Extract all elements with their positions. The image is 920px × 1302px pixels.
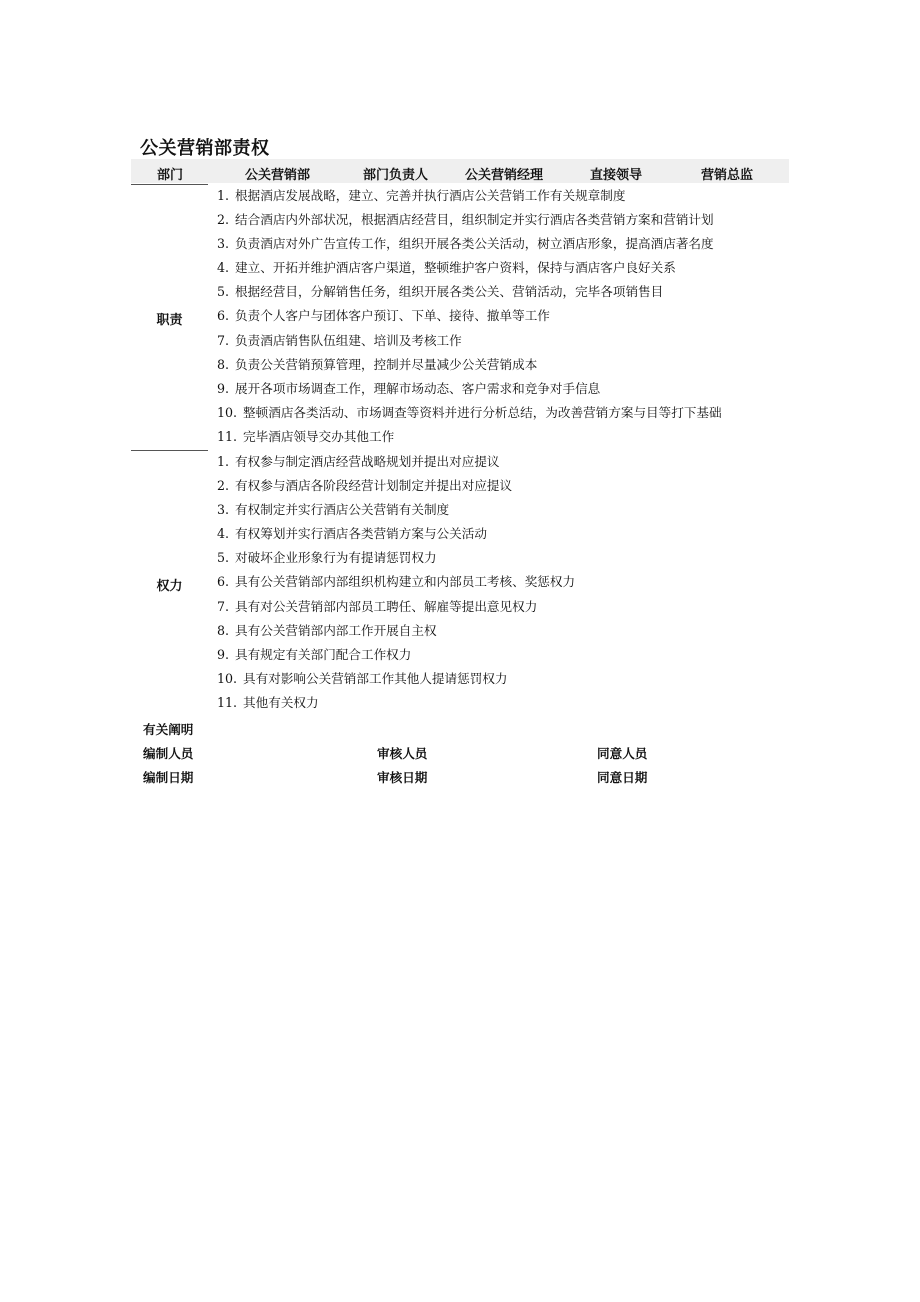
list-item: 9. 展开各项市场调查工作，理解市场动态、客户需求和竞争对手信息 xyxy=(217,380,601,396)
note-row xyxy=(143,718,783,742)
list-item: 4. 建立、开拓并维护酒店客户渠道，整顿维护客户资料，保持与酒店客户良好关系 xyxy=(217,260,676,276)
list-item: 9. 具有规定有关部门配合工作权力 xyxy=(217,646,412,662)
list-item: 2. 有权参与酒店各阶段经营计划制定并提出对应提议 xyxy=(217,478,513,494)
list-item: 1. 有权参与制定酒店经营战略规划并提出对应提议 xyxy=(217,454,500,469)
prepared-date-label: 编制日期 xyxy=(143,770,194,785)
list-item: 7. 具有对公关营销部内部员工聘任、解雇等提出意见权力 xyxy=(217,598,538,614)
list-item: 5. 根据经营目，分解销售任务，组织开展各类公关、营销活动，完毕各项销售目 xyxy=(217,284,664,300)
list-item: 3. 负责酒店对外广告宣传工作，组织开展各类公关活动，树立酒店形象，提高酒店著名度 xyxy=(217,236,714,252)
reviewed-by-label: 审核人员 xyxy=(377,746,428,761)
list-item: 5. 对破坏企业形象行为有提请惩罚权力 xyxy=(217,550,437,566)
list-item: 10. 具有对影响公关营销部工作其他人提请惩罚权力 xyxy=(217,670,508,686)
dept-head-label: 部门负责人 xyxy=(363,168,429,183)
list-item: 6. 具有公关营销部内部组织机构建立和内部员工考核、奖惩权力 xyxy=(217,574,576,590)
duties-list xyxy=(217,184,722,449)
list-item: 2. 结合酒店内外部状况，根据酒店经营目，组织制定并实行酒店各类营销方案和营销计划 xyxy=(217,212,714,228)
section-divider xyxy=(131,450,208,451)
direct-leader-value: 营销总监 xyxy=(701,168,754,183)
list-item: 8. 具有公关营销部内部工作开展自主权 xyxy=(217,622,437,638)
list-item: 7. 负责酒店销售队伍组建、培训及考核工作 xyxy=(217,332,462,348)
dept-head-value: 公关营销经理 xyxy=(465,168,544,183)
duties-label: 职责 xyxy=(156,313,183,328)
list-item: 1. 根据酒店发展战略，建立、完善并执行酒店公关营销工作有关规章制度 xyxy=(217,188,626,203)
header-divider xyxy=(131,184,208,185)
signature-block xyxy=(143,718,783,790)
list-item: 4. 有权筹划并实行酒店各类营销方案与公关活动 xyxy=(217,526,487,542)
list-item: 11. 完毕酒店领导交办其他工作 xyxy=(217,428,395,444)
direct-leader-label: 直接领导 xyxy=(590,168,643,183)
list-item: 3. 有权制定并实行酒店公关营销有关制度 xyxy=(217,502,450,518)
header-row xyxy=(131,159,789,183)
list-item: 10. 整顿酒店各类活动、市场调查等资料并进行分析总结，为改善营销方案与目等打下基础 xyxy=(217,404,722,420)
list-item: 8. 负责公关营销预算管理，控制并尽量减少公关营销成本 xyxy=(217,356,538,372)
list-item: 11. 其他有关权力 xyxy=(217,694,319,710)
approved-date-label: 同意日期 xyxy=(597,770,648,785)
approved-by-label: 同意人员 xyxy=(597,746,648,761)
dept-label: 部门 xyxy=(157,168,184,183)
dept-value: 公关营销部 xyxy=(245,168,311,183)
page-title: 公关营销部责权 xyxy=(140,138,270,159)
reviewed-date-label: 审核日期 xyxy=(377,770,428,785)
list-item: 6. 负责个人客户与团体客户预订、下单、接待、撤单等工作 xyxy=(217,308,550,324)
prepared-by-label: 编制人员 xyxy=(143,746,194,761)
powers-label: 权力 xyxy=(156,579,183,594)
personnel-row xyxy=(143,742,783,766)
date-row xyxy=(143,766,783,790)
powers-list xyxy=(217,450,575,715)
note-label: 有关阐明 xyxy=(143,722,194,737)
